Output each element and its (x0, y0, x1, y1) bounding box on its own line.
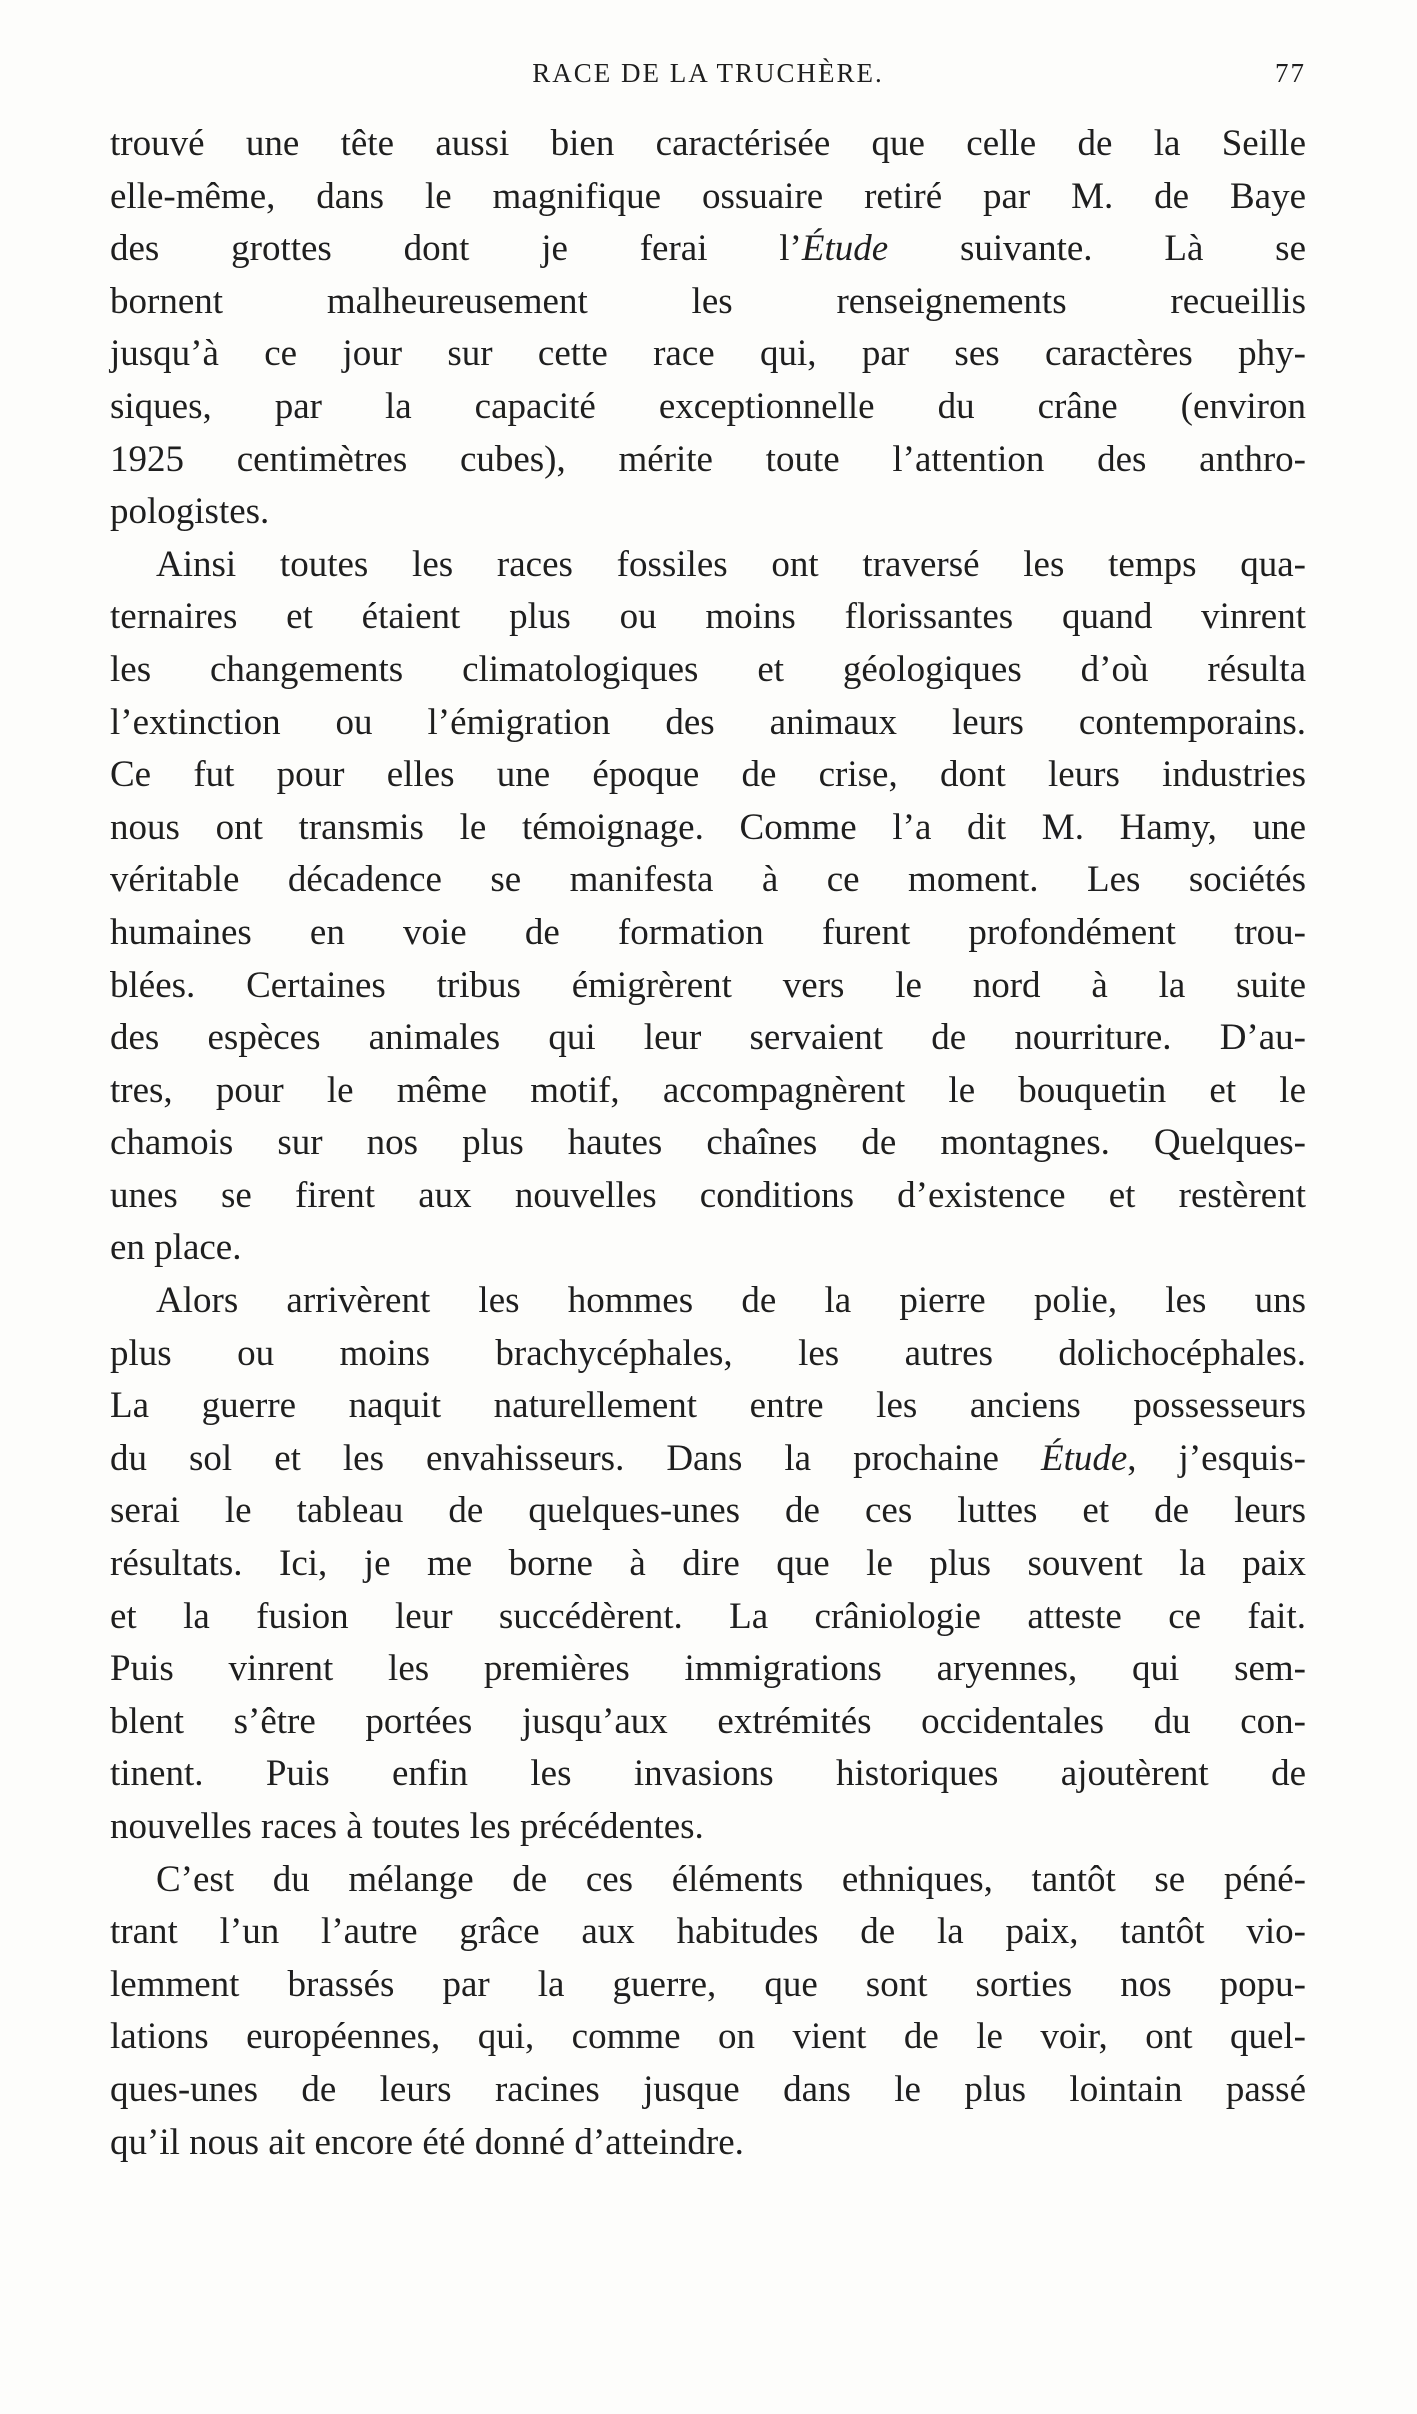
text-line: véritable décadence se manifesta à ce moment. Les sociétés (110, 859, 1306, 901)
text-line: des espèces animales qui leur servaient de nourriture. D’au- (110, 1017, 1306, 1059)
paragraph (110, 1854, 1306, 2170)
text-segment: suivante. Là se (888, 228, 1307, 270)
text-line: La guerre naquit naturellement entre les anciens possesseurs (110, 1385, 1306, 1427)
text-segment: des grottes dont je ferai l’ (110, 228, 802, 270)
text-segment: , j’esquis- (1127, 1437, 1306, 1479)
text-line: humaines en voie de formation furent profondément trou- (110, 911, 1306, 953)
text-line: en place. (110, 1227, 242, 1269)
text-line: serai le tableau de quelques-unes de ces luttes et de leurs (110, 1490, 1306, 1532)
text-line: Ce fut pour elles une époque de crise, dont leurs industries (110, 754, 1306, 796)
italic-title: Étude (1040, 1437, 1128, 1479)
text-line: les changements climatologiques et géologiques d’où résulta (110, 648, 1306, 690)
italic-title: Étude (801, 228, 889, 270)
page-number: 77 (1275, 58, 1306, 88)
text-line: et la fusion leur succédèrent. La crâniologie atteste ce fait. (110, 1595, 1306, 1637)
text-line: elle-même, dans le magnifique ossuaire retiré par M. de Baye (110, 175, 1306, 217)
text-line: siques, par la capacité exceptionnelle du crâne (environ (110, 385, 1306, 427)
text-line (110, 1433, 1306, 1486)
text-line: unes se firent aux nouvelles conditions d’existence et restèrent (110, 1174, 1306, 1216)
paragraph (110, 1275, 1306, 1854)
running-head (110, 58, 1306, 98)
text-segment: du sol et les envahisseurs. Dans la prochaine (110, 1437, 1041, 1479)
paragraph (110, 539, 1306, 1275)
text-line: tinent. Puis enfin les invasions historiques ajoutèrent de (110, 1753, 1306, 1795)
paragraph (110, 118, 1306, 539)
text-line: lations européennes, qui, comme on vient de le voir, ont quel- (110, 2016, 1306, 2058)
text-line: l’extinction ou l’émigration des animaux leurs contemporains. (110, 701, 1306, 743)
text-line: jusqu’à ce jour sur cette race qui, par ses caractères phy- (110, 333, 1306, 375)
text-line: résultats. Ici, je me borne à dire que le plus souvent la paix (110, 1543, 1306, 1585)
running-title: RACE DE LA TRUCHÈRE. (532, 58, 884, 88)
text-line: nous ont transmis le témoignage. Comme l’a dit M. Hamy, une (110, 806, 1306, 848)
text-line: blées. Certaines tribus émigrèrent vers le nord à la suite (110, 964, 1306, 1006)
text-line: trouvé une tête aussi bien caractérisée que celle de la Seille (110, 123, 1306, 164)
text-line: Ainsi toutes les races fossiles ont traversé les temps qua- (156, 543, 1306, 585)
body-text (110, 118, 1306, 2169)
text-line: ques-unes de leurs racines jusque dans le plus lointain passé (110, 2068, 1306, 2110)
text-line: bornent malheureusement les renseignements recueillis (110, 280, 1306, 322)
text-line: tres, pour le même motif, accompagnèrent le bouquetin et le (110, 1069, 1306, 1111)
text-line: blent s’être portées jusqu’aux extrémités occidentales du con- (110, 1700, 1306, 1742)
text-line: 1925 centimètres cubes), mérite toute l’attention des anthro- (110, 438, 1306, 480)
text-line: lemment brassés par la guerre, que sont sorties nos popu- (110, 1963, 1306, 2005)
text-line: pologistes. (110, 491, 270, 533)
text-line: nouvelles races à toutes les précédentes. (110, 1806, 704, 1847)
text-line (110, 223, 1306, 276)
text-line: C’est du mélange de ces éléments ethniques, tantôt se péné- (156, 1858, 1306, 1900)
text-line: Puis vinrent les premières immigrations aryennes, qui sem- (110, 1648, 1306, 1690)
text-line: ternaires et étaient plus ou moins florissantes quand vinrent (110, 596, 1306, 638)
text-line: Alors arrivèrent les hommes de la pierre polie, les uns (156, 1280, 1306, 1322)
text-line: qu’il nous ait encore été donné d’atteindre. (110, 2121, 744, 2163)
text-line: chamois sur nos plus hautes chaînes de montagnes. Quelques- (110, 1122, 1306, 1164)
text-line: trant l’un l’autre grâce aux habitudes de la paix, tantôt vio- (110, 1911, 1306, 1953)
text-line: plus ou moins brachycéphales, les autres dolichocéphales. (110, 1332, 1306, 1374)
